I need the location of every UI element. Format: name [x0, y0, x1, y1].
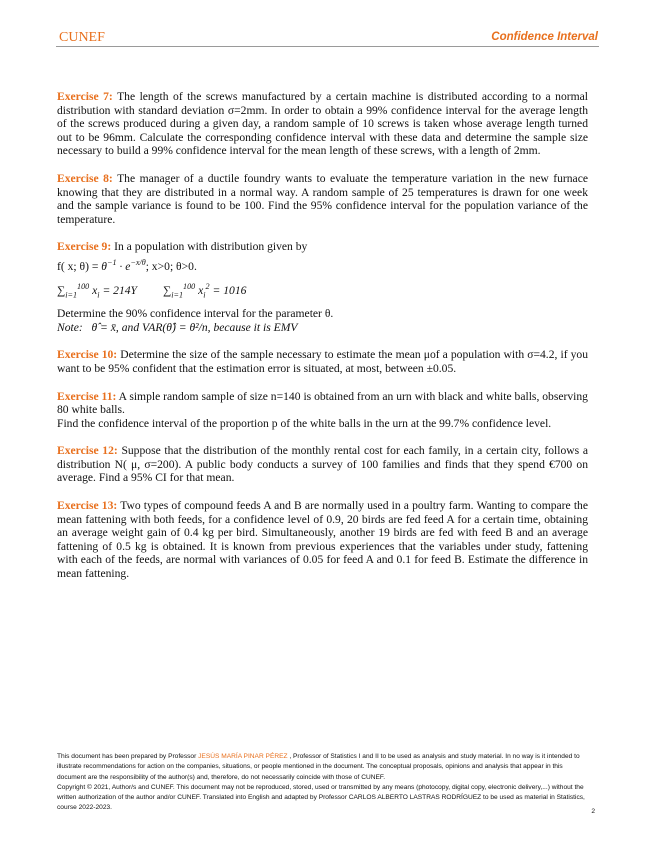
header-topic: Confidence Interval [491, 31, 598, 43]
exercise-7 [57, 90, 588, 158]
footer-authorship-post: , Professor of Statistics I and II to be used as analysis and study material. In no way is it intended to illustrate recommendations for action on the companies, situations, or people mentioned in the document. The conceptual proposals, opinions and analysis that appear in this document are the responsibility of the author(s) and, therefore, do not necessarily coincide with those of CUNEF. [57, 753, 580, 781]
exercise-9-title: Exercise 9: [57, 240, 112, 254]
exercise-7-text: The length of the screws manufactured by a certain machine is distributed according to a normal distribution with standard deviation σ=2mm. In order to obtain a 99% confidence interval for the average length of the screws produced during a given day, a random sample of 10 screws is taken whose average length turned out to be 96mm. Calculate the corresponding confidence interval with these data and determine the sample size necessary to build a 99% confidence interval for the mean length of these screws, with a length of 2mm. [57, 90, 588, 158]
sum-formulas [57, 281, 588, 299]
sum-xi-squared-value: = 1016 [212, 283, 247, 297]
exercise-list [57, 90, 588, 595]
exercise-10 [57, 348, 588, 375]
exercise-11-title: Exercise 11: [57, 389, 117, 403]
exercise-8-text: The manager of a ductile foundry wants to evaluate the temperature variation in the new furnace knowing that they are distributed in a normal way. A random sample of 25 temperatures is drawn for one week and the sample variance is found to be 100. Find the 95% confidence interval for the population variance of the temperature. [57, 171, 588, 226]
page-number: 2 [591, 808, 595, 815]
density-prefix: f( x; θ) = [57, 259, 102, 273]
exercise-13-text: Two types of compound feeds A and B are normally used in a poultry farm. Wanting to compare the mean fattening with both feeds, for a confidence level of 0.9, 20 birds are fed feed A for a certain time, obtaining an average weight gain of 0.4 kg per bird. Simultaneously, another 19 birds are fed with feed B and an average fattening of 0.5 kg is obtained. It is known from previous experiences that the variables under study, fattening with each of the feeds, are normal with variances of 0.05 for feed A and 0.1 for feed B. Estimate the difference in mean fattening. [57, 499, 588, 581]
density-formula: f( x; $\theta) = \theta^{-1} \cdot e^{-x/\theta}$; x>0; θ>0. [57, 258, 197, 273]
exercise-12 [57, 444, 588, 485]
footer-disclaimer [57, 752, 592, 814]
exercise-12-text: Suppose that the distribution of the monthly rental cost for each family, in a certain city, follows a distribution N( μ, σ=200). A public body conducts a survey of 100 families and finds that they spend €700 on average. Find a 95% CI for that mean. [57, 444, 588, 485]
sum-xi-value: = 214Y [102, 283, 137, 297]
sum-xi-squared: $\sum_{i=1}^{100}$ $x_i^2 = 1016$ [163, 281, 247, 299]
exercise-9-question: Determine the 90% confidence interval for the parameter θ. [57, 307, 334, 321]
note-label: Note: [57, 320, 83, 334]
density-conditions: ; x>0; θ>0. [145, 259, 197, 273]
exercise-9-note: Note: θ̂ = x̄, and VAR(θ̂) = θ²/n, because it is EMV [57, 320, 298, 334]
exercise-11-text: A simple random sample of size n=140 is obtained from an urn with black and white balls, observing 80 white balls. [57, 389, 588, 417]
exercise-9-text: In a population with distribution given by [114, 240, 308, 254]
header-cunef: CUNEF [59, 30, 105, 45]
sum-xi: $\sum_{i=1}^{100}$ $x_i = 214Y$ [57, 281, 137, 299]
exercise-8-title: Exercise 8: [57, 171, 113, 185]
note-text: because it is EMV [213, 320, 298, 334]
exercise-11-text2: Find the confidence interval of the proportion p of the white balls in the urn at the 99.7% confidence level. [57, 416, 552, 430]
footer-authorship [57, 752, 592, 783]
exercise-13-title: Exercise 13: [57, 499, 118, 513]
exercise-7-title: Exercise 7: [57, 90, 113, 103]
exercise-9 [57, 240, 588, 334]
footer-author-name: JESÚS MARÍA PINAR PÉREZ [198, 753, 288, 760]
footer-copyright: Copyright © 2021, Author/s and CUNEF. This document may not be reproduced, stored, used or transmitted by any means (photocopy, digital copy, electronic delivery,...) without the written authorization of the author and/or CUNEF. Translated into English and adapted by Professor CARLOS ALBERTO LASTRAS RODRÍGUEZ to be used as material in Statistics, course 2022-2023. [57, 783, 585, 812]
exercise-13 [57, 499, 588, 581]
exercise-11 [57, 390, 588, 431]
footer-authorship-pre: This document has been prepared by Professor [57, 753, 199, 760]
exercise-12-title: Exercise 12: [57, 444, 118, 458]
exercise-10-title: Exercise 10: [57, 348, 118, 362]
exercise-8 [57, 172, 588, 226]
header-divider [56, 46, 599, 47]
exercise-10-text: Determine the size of the sample necessary to estimate the mean μof a population with σ=4.2, if you want to be 95% confident that the estimation error is situated, at most, between ±0.05. [57, 348, 589, 375]
